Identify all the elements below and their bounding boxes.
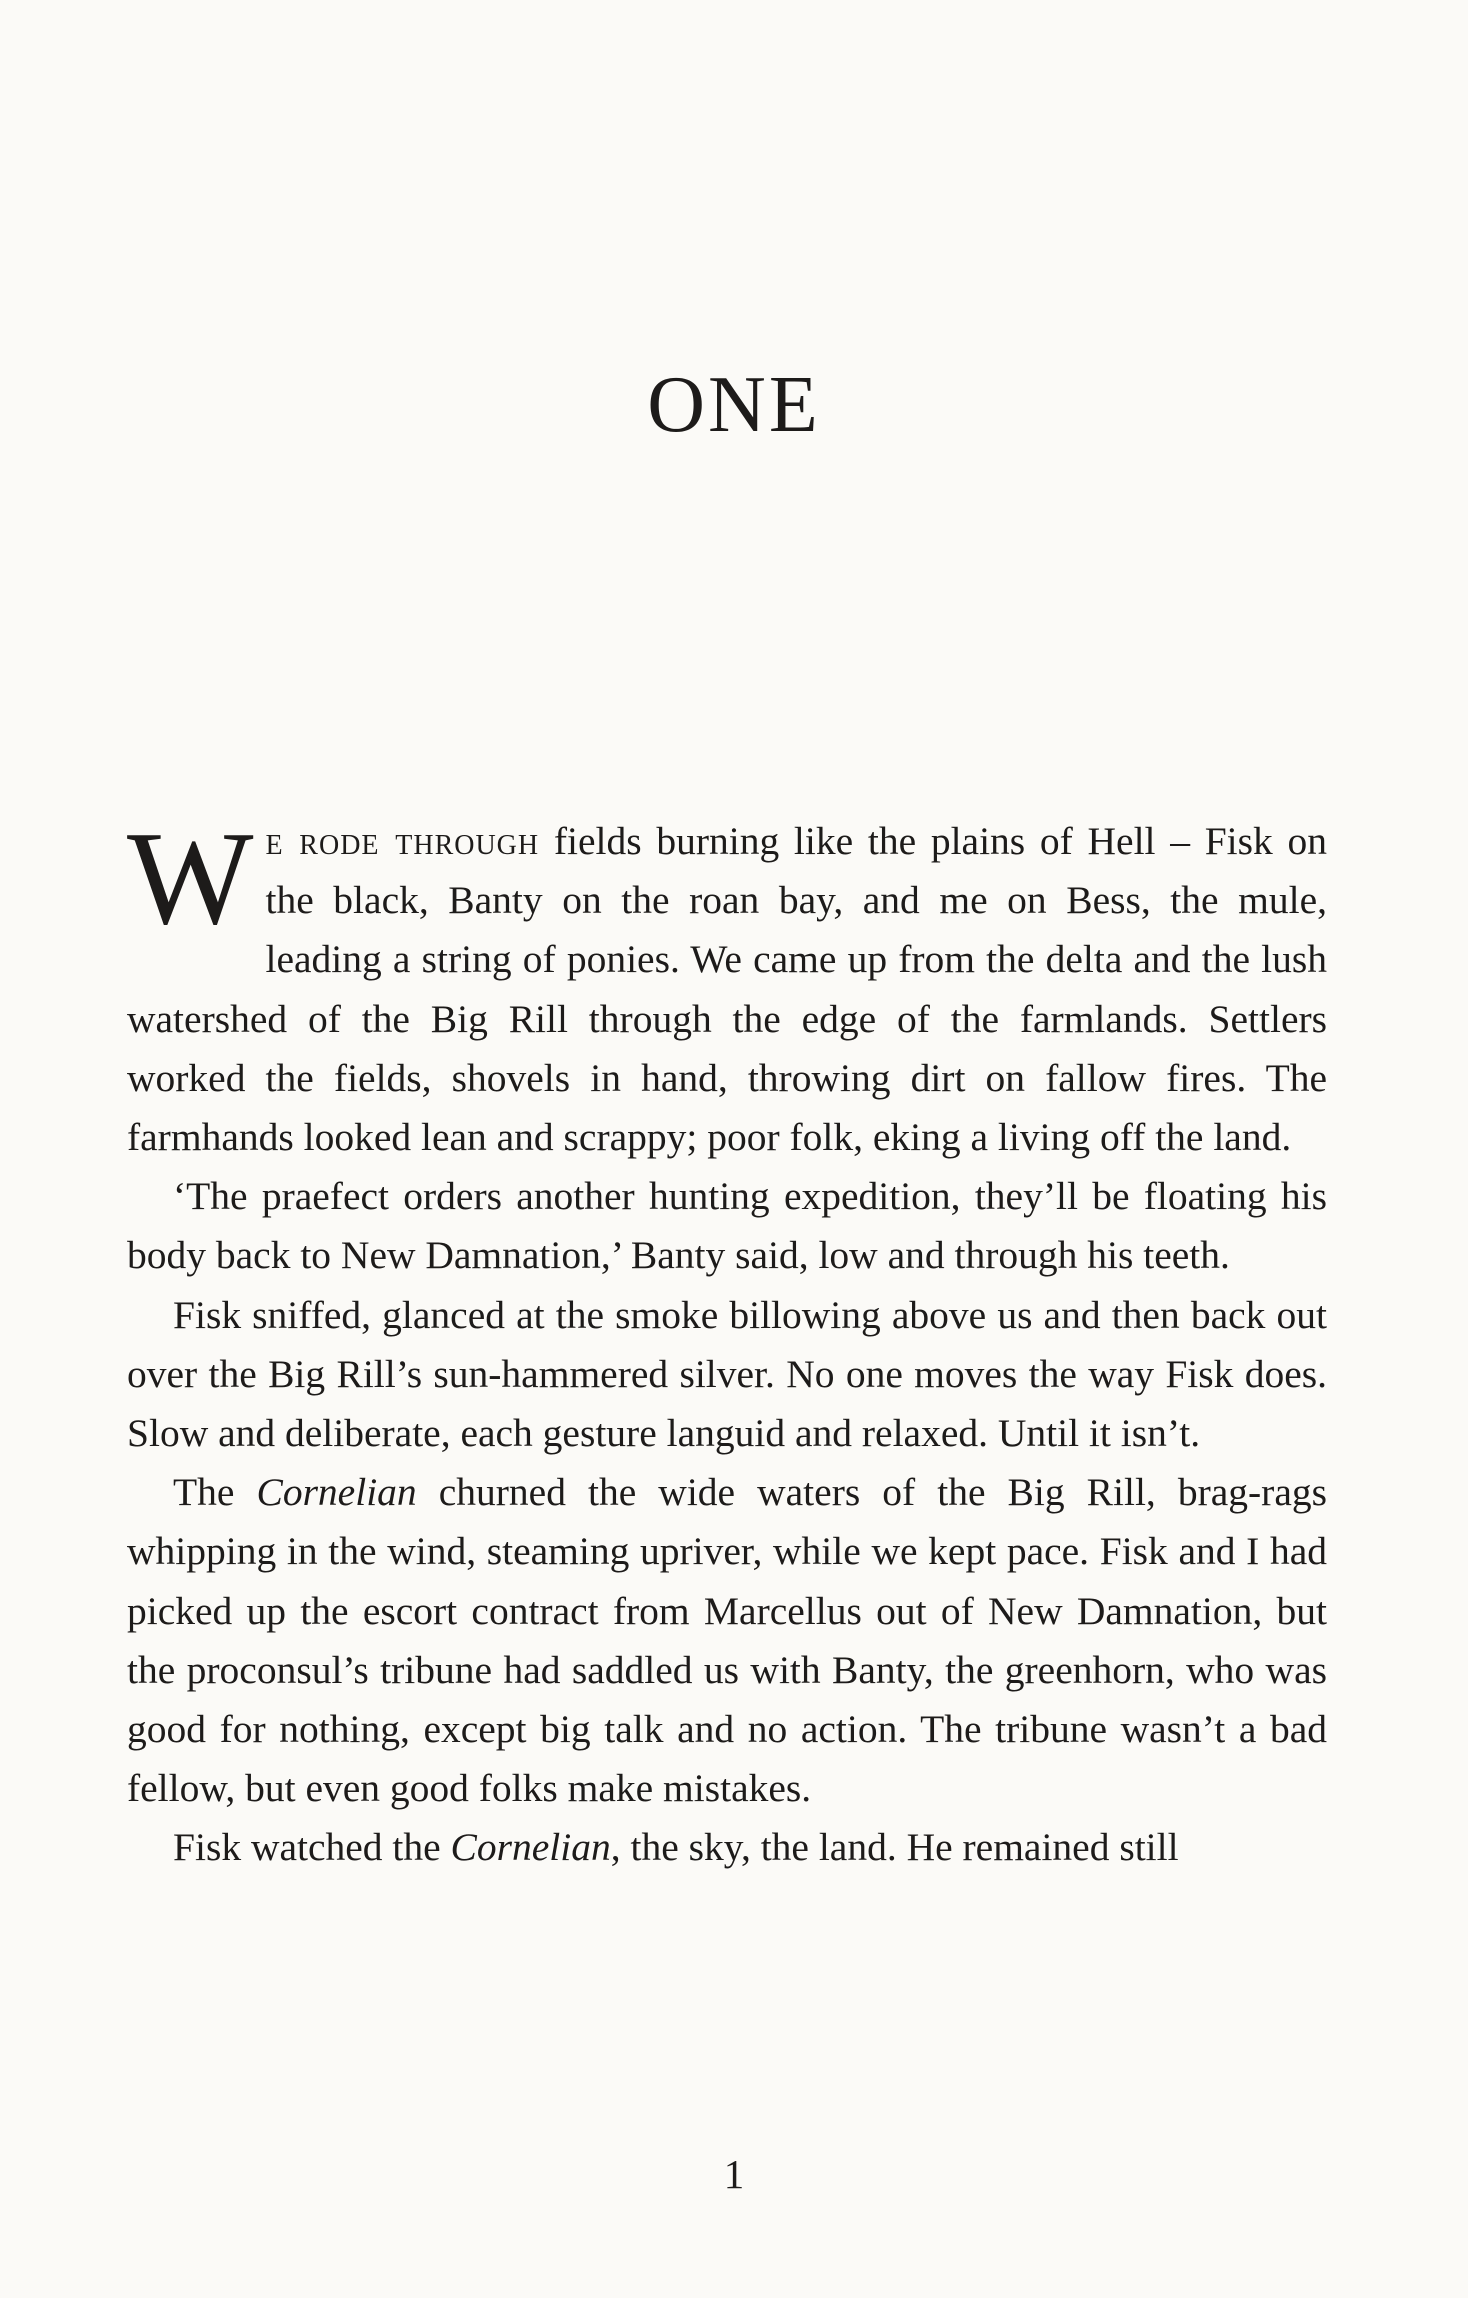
paragraph-text-start: The <box>173 1470 257 1515</box>
paragraph-1 <box>127 804 1327 1167</box>
paragraph-text: Fisk sniffed, glanced at the smoke billowing above us and then back out over the Big Rill’s sun-hammered silver. No one moves the way Fisk does. Slow and deliberate, each gesture languid and relaxed. Until it isn’t. <box>127 1292 1327 1456</box>
ship-name-italic: Cornelian <box>256 1470 417 1515</box>
lead-in-smallcaps: e rode through <box>265 819 540 863</box>
drop-cap: W <box>127 804 254 952</box>
paragraph-text-rest: churned the wide waters of the Big Rill, brag-rags whipping in the wind, steaming upriver, while we kept pace. Fisk and I had picked up the escort contract from Marcellus out of New Damnation, but the proconsul’s tribune had saddled us with Banty, the greenhorn, who was good for nothing, except big talk and no action. The tribune wasn’t a bad fellow, but even good folks make mistakes. <box>127 1470 1327 1811</box>
paragraph-4 <box>127 1463 1327 1818</box>
paragraph-text-rest: , the sky, the land. He remained still <box>610 1825 1179 1870</box>
body-text <box>127 804 1327 1878</box>
page-number: 1 <box>723 2151 745 2197</box>
paragraph-text-start: Fisk watched the <box>173 1825 451 1870</box>
paragraph-text: fields burning like the plains of Hell – Fisk on the black, Banty on the roan bay, and me on Bess, the mule, leading a string of ponies. We came up from the delta and the lush watershed of the Big Rill through the edge of the farmlands. Settlers worked the fields, shovels in hand, throwing dirt on fallow fires. The farmhands looked lean and scrappy; poor folk, eking a living off the land. <box>127 819 1327 1160</box>
paragraph-text: ‘The praefect orders another hunting expedition, they’ll be floating his body back to New Damnation,’ Banty said, low and through his teeth. <box>127 1174 1327 1278</box>
paragraph-3 <box>127 1286 1327 1464</box>
paragraph-5 <box>127 1818 1327 1877</box>
ship-name-italic: Cornelian <box>450 1825 611 1870</box>
paragraph-2 <box>127 1167 1327 1285</box>
chapter-title: ONE <box>647 361 821 449</box>
